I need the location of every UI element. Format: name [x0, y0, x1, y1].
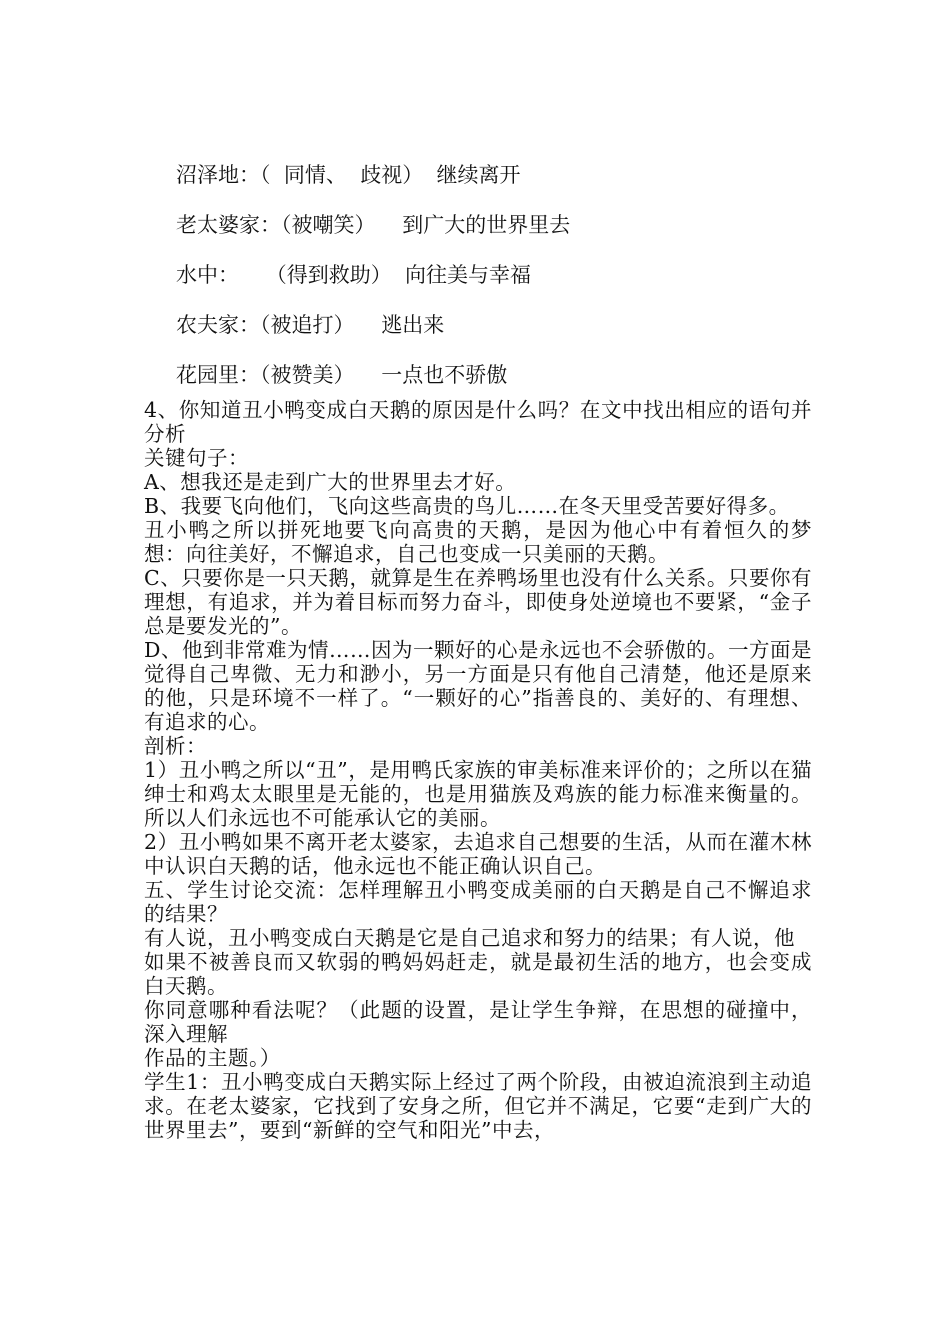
key-sentence-d: D、他到非常难为情……因为一颗好的心是永远也不会骄傲的。一方面是觉得自己卑微、无力和渺小，另一方面是只有他自己清楚，他还是原来的他，只是环境不一样了。“一颗好的心”指善良的、美好的、有理想、有追求的心。: [144, 638, 812, 734]
settings-line-farmer-house: 农夫家：（被追打） 逃出来: [176, 313, 445, 337]
analysis-heading: 剖析：: [144, 734, 207, 758]
analysis-b: 丑小鸭之所以拼死地要飞向高贵的天鹅，是因为他心中有着恒久的梦想：向往美好，不懈追求，自己也变成一只美丽的天鹅。: [144, 518, 812, 566]
student-1-answer: 学生1：丑小鸭变成白天鹅实际上经过了两个阶段，由被迫流浪到主动追求。在老太婆家，它找到了安身之所，但它并不满足，它要“走到广大的世界里去”，要到“新鲜的空气和阳光”中去，: [144, 1070, 812, 1142]
analysis-point-2: 2）丑小鸭如果不离开老太婆家，去追求自己想要的生活，从而在灌木林中认识白天鹅的话，他永远也不能正确认识自己。: [144, 830, 812, 878]
question-4: 4、你知道丑小鸭变成白天鹅的原因是什么吗？在文中找出相应的语句并分析: [144, 398, 812, 446]
discussion-line-1: 有人说，丑小鸭变成白天鹅是它是自己追求和努力的结果；有人说，他: [144, 926, 795, 950]
document-body: [144, 398, 812, 1142]
settings-list: [176, 150, 816, 400]
settings-line-water: 水中： （得到救助） 向往美与幸福: [176, 263, 532, 287]
discussion-line-3: 你同意哪种看法呢？（此题的设置，是让学生争辩，在思想的碰撞中，深入理解: [144, 998, 812, 1046]
key-sentence-b: B、我要飞向他们，飞向这些高贵的鸟儿……在冬天里受苦要好得多。: [144, 494, 790, 518]
settings-line-swamp: 沼泽地：（ 同情、 歧视） 继续离开: [176, 163, 521, 187]
settings-line-garden: 花园里：（被赞美） 一点也不骄傲: [176, 363, 508, 387]
settings-line-old-woman-house: 老太婆家：（被嘲笑） 到广大的世界里去: [176, 213, 571, 237]
key-sentences-heading: 关键句子：: [144, 446, 249, 470]
key-sentence-a: A、想我还是走到广大的世界里去才好。: [144, 470, 517, 494]
discussion-line-4: 作品的主题。）: [144, 1046, 281, 1070]
key-sentence-c: C、只要你是一只天鹅，就算是生在养鸭场里也没有什么关系。只要你有理想，有追求，并为着目标而努力奋斗，即使身处逆境也不要紧，“金子总是要发光的”。: [144, 566, 812, 638]
section-5-heading: 五、学生讨论交流：怎样理解丑小鸭变成美丽的白天鹅是自己不懈追求的结果？: [144, 878, 812, 926]
analysis-point-1: 1）丑小鸭之所以“丑”，是用鸭氏家族的审美标准来评价的；之所以在猫绅士和鸡太太眼里是无能的，也是用猫族及鸡族的能力标准来衡量的。所以人们永远也不可能承认它的美丽。: [144, 758, 812, 830]
discussion-line-2: 如果不被善良而又软弱的鸭妈妈赶走，就是最初生活的地方，也会变成白天鹅。: [144, 950, 812, 998]
